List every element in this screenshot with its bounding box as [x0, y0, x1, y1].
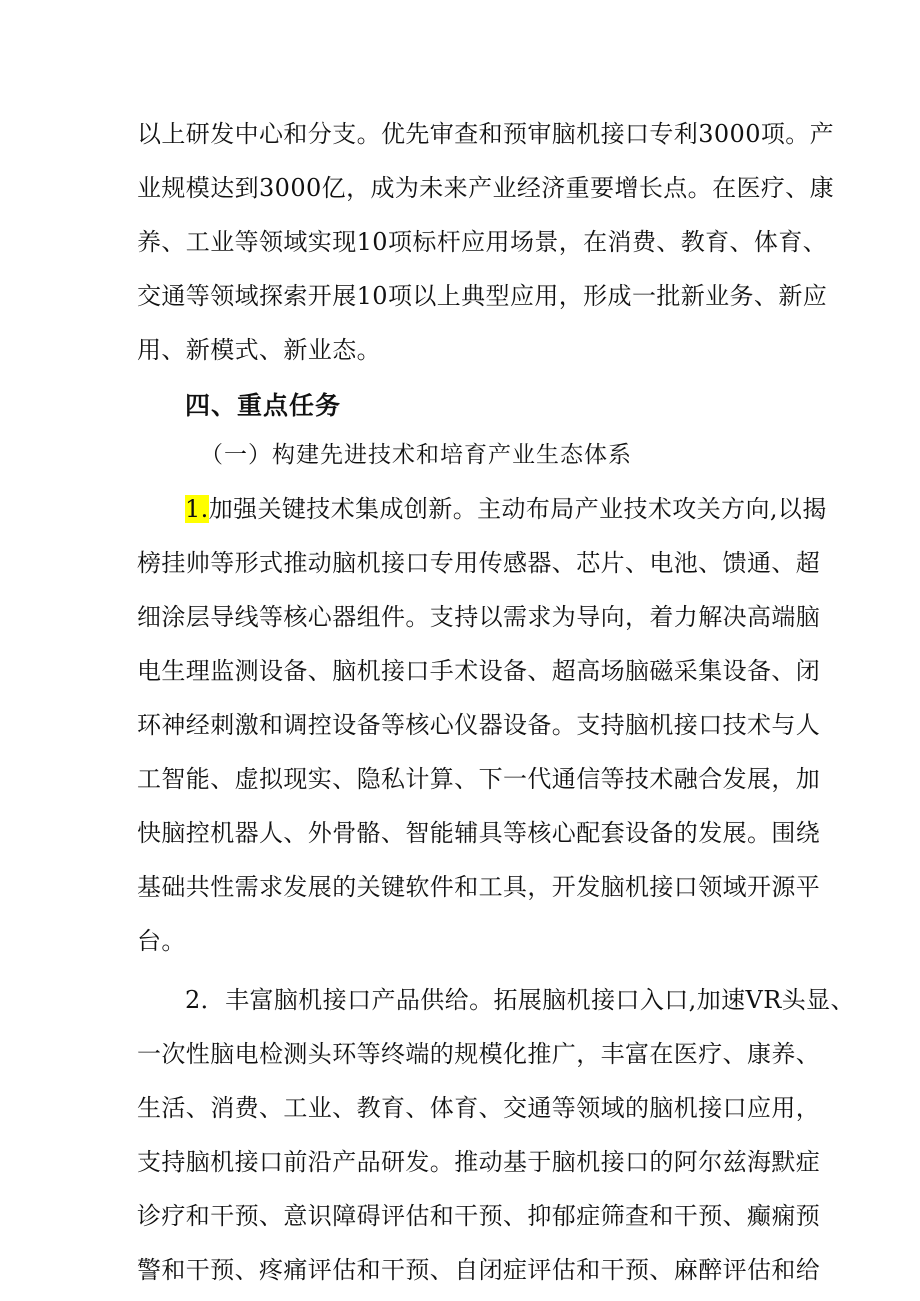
paragraph-line: 基础共性需求发展的关键软件和工具，开发脑机接口领域开源平	[137, 873, 821, 901]
highlighted-item-number: 1.	[185, 495, 209, 523]
paragraph-line: 支持脑机接口前沿产品研发。推动基于脑机接口的阿尔兹海默症	[137, 1148, 821, 1176]
paragraph-line-text: 加强关键技术集成创新。主动布局产业技术攻关方向,以揭	[208, 495, 827, 523]
paragraph-line: 生活、消费、工业、教育、体育、交通等领域的脑机接口应用，	[137, 1094, 821, 1122]
paragraph-first-line: 2．丰富脑机接口产品供给。拓展脑机接口入口,加速VR头显、	[185, 986, 855, 1014]
paragraph-line: 工智能、虚拟现实、隐私计算、下一代通信等技术融合发展，加	[137, 765, 821, 793]
paragraph-line: 警和干预、疼痛评估和干预、自闭症评估和干预、麻醉评估和给	[137, 1256, 821, 1284]
paragraph-line: 榜挂帅等形式推动脑机接口专用传感器、芯片、电池、馈通、超	[137, 549, 821, 577]
paragraph-line: 快脑控机器人、外骨骼、智能辅具等核心配套设备的发展。围绕	[137, 819, 821, 847]
paragraph-line: 以上研发中心和分支。优先审查和预审脑机接口专利3000项。产	[137, 120, 835, 148]
paragraph-line: 诊疗和干预、意识障碍评估和干预、抑郁症筛查和干预、癫痫预	[137, 1202, 821, 1230]
paragraph-line: 环神经刺激和调控设备等核心仪器设备。支持脑机接口技术与人	[137, 711, 821, 739]
paragraph-line: 电生理监测设备、脑机接口手术设备、超高场脑磁采集设备、闭	[137, 657, 821, 685]
paragraph-line: 台。	[137, 927, 186, 955]
paragraph-first-line	[185, 492, 827, 526]
paragraph-line: 用、新模式、新业态。	[137, 336, 381, 364]
paragraph-line: 细涂层导线等核心器组件。支持以需求为导向，着力解决高端脑	[137, 603, 821, 631]
paragraph-line: 养、工业等领域实现10项标杆应用场景，在消费、教育、体育、	[137, 228, 828, 256]
paragraph-line: 业规模达到3000亿，成为未来产业经济重要增长点。在医疗、康	[137, 174, 835, 202]
section-heading: 四、重点任务	[185, 391, 342, 420]
paragraph-line: 一次性脑电检测头环等终端的规模化推广，丰富在医疗、康养、	[137, 1040, 821, 1068]
paragraph-line: 交通等领域探索开展10项以上典型应用，形成一批新业务、新应	[137, 282, 828, 310]
subsection-heading: （一）构建先进技术和培育产业生态体系	[200, 442, 632, 468]
